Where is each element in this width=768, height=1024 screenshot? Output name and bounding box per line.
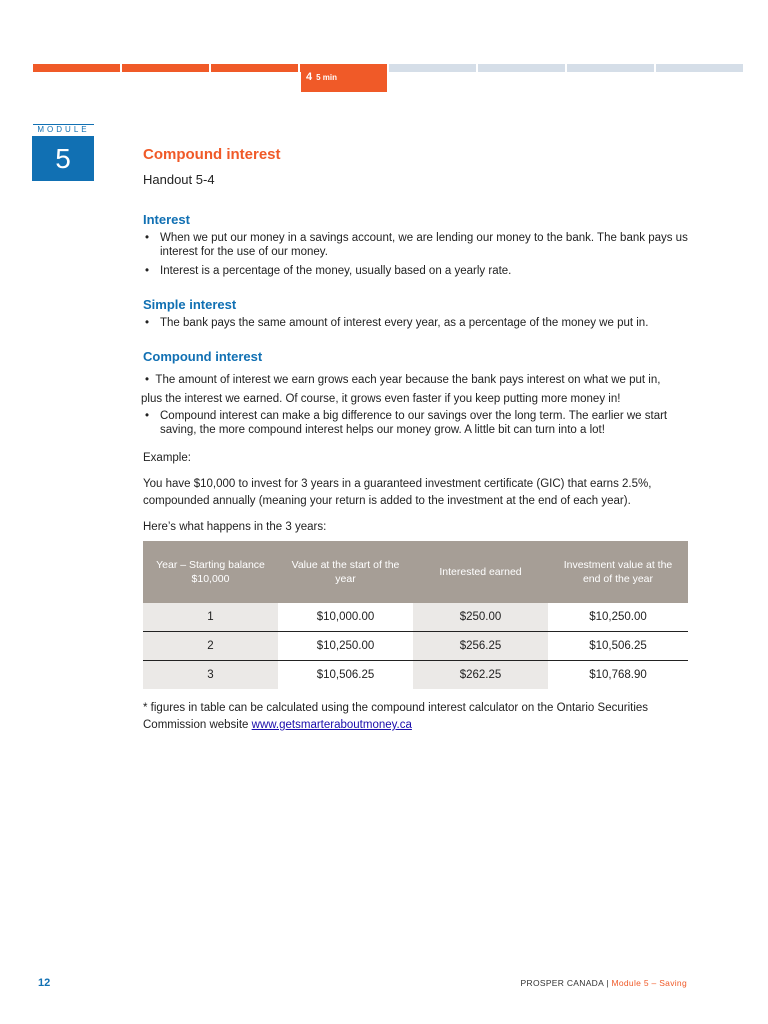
page-title: Compound interest	[143, 146, 281, 163]
website-link[interactable]: www.getsmarteraboutmoney.ca	[251, 719, 412, 731]
progress-segment	[478, 64, 565, 72]
module-number: 5	[32, 136, 94, 181]
module-label: MODULE	[33, 124, 94, 137]
current-activity-tab	[301, 64, 387, 92]
progress-segment	[656, 64, 743, 72]
table-cell: 3	[143, 661, 278, 690]
bullet-item: • The bank pays the same amount of interest every year, as a percentage of the money we put in.	[143, 316, 695, 330]
footnote-text: * figures in table can be calculated using the compound interest calculator on the Ontario Securities Commission website	[143, 702, 649, 731]
progress-segment	[122, 64, 209, 72]
column-header: Interested earned	[413, 541, 548, 603]
bullet-item: • When we put our money in a savings account, we are lending our money to the bank. The bank pays us interest for the use of our money.	[143, 231, 695, 259]
section-interest	[143, 212, 695, 283]
bullet-item: • Interest is a percentage of the money, usually based on a yearly rate.	[143, 264, 695, 278]
progress-bar	[33, 64, 743, 72]
progress-segment	[211, 64, 298, 72]
footer-org: PROSPER CANADA	[520, 978, 604, 988]
bullet-line: The amount of interest we earn grows each year because the bank pays interest on what we put in,	[155, 374, 661, 386]
compound-bullet-1: • The amount of interest we earn grows each year because the bank pays interest on what we put in, plus the interest we earned. Of course, it grows even faster if you keep putting more money in!	[141, 371, 701, 409]
page-number: 12	[38, 977, 51, 989]
activity-number: 4	[306, 71, 313, 83]
section-heading: Interest	[143, 212, 190, 227]
footer	[521, 978, 687, 988]
table-cell: $10,506.25	[316, 669, 375, 681]
table-intro: Here’s what happens in the 3 years:	[143, 521, 327, 533]
table-cell: 2	[143, 632, 278, 661]
table-cell: $250.00	[413, 603, 548, 632]
table-cell: $262.25	[413, 661, 548, 690]
example-label: Example:	[143, 452, 191, 464]
handout-label: Handout 5-4	[143, 172, 215, 187]
progress-segment	[567, 64, 654, 72]
column-header: Year – Starting balance $10,000	[143, 541, 278, 603]
activity-duration: 5 min	[316, 73, 338, 82]
table-cell: $10,000.00	[278, 603, 413, 632]
section-compound-interest	[143, 349, 695, 364]
example-text: You have $10,000 to invest for 3 years in a guaranteed investment certificate (GIC) that earns 2.5%, compounded annually (meaning your return is added to the investment at the end of each year).	[143, 478, 652, 507]
column-header: Investment value at the end of the year	[548, 541, 688, 603]
footer-module: Module 5 – Saving	[611, 978, 687, 988]
table-cell: 1	[143, 603, 278, 632]
table-cell: $256.25	[413, 632, 548, 661]
table-cell: $10,506.25	[548, 632, 688, 661]
progress-segment	[33, 64, 120, 72]
column-header: Value at the start of the year	[278, 541, 413, 603]
compound-bullet-list	[143, 409, 695, 442]
footnote	[143, 700, 688, 734]
investment-table	[143, 541, 688, 689]
table-row	[143, 603, 688, 632]
table-row	[143, 632, 688, 661]
footer-separator: |	[606, 978, 609, 988]
table-row	[143, 661, 688, 690]
table-cell: $10,250.00	[548, 603, 688, 632]
section-heading: Simple interest	[143, 297, 237, 312]
bullet-item: • Compound interest can make a big difference to our savings over the long term. The earlier we start saving, the more compound interest helps our money grow. A little bit can turn into a lot!	[143, 409, 695, 437]
table-cell: $10,250.00	[278, 632, 413, 661]
table-header-row	[143, 541, 688, 603]
section-simple-interest	[143, 297, 695, 335]
progress-segment	[389, 64, 476, 72]
section-heading: Compound interest	[143, 349, 263, 364]
bullet-line: plus the interest we earned. Of course, it grows even faster if you keep putting more money in!	[141, 393, 621, 405]
table-cell: $10,768.90	[589, 669, 647, 681]
